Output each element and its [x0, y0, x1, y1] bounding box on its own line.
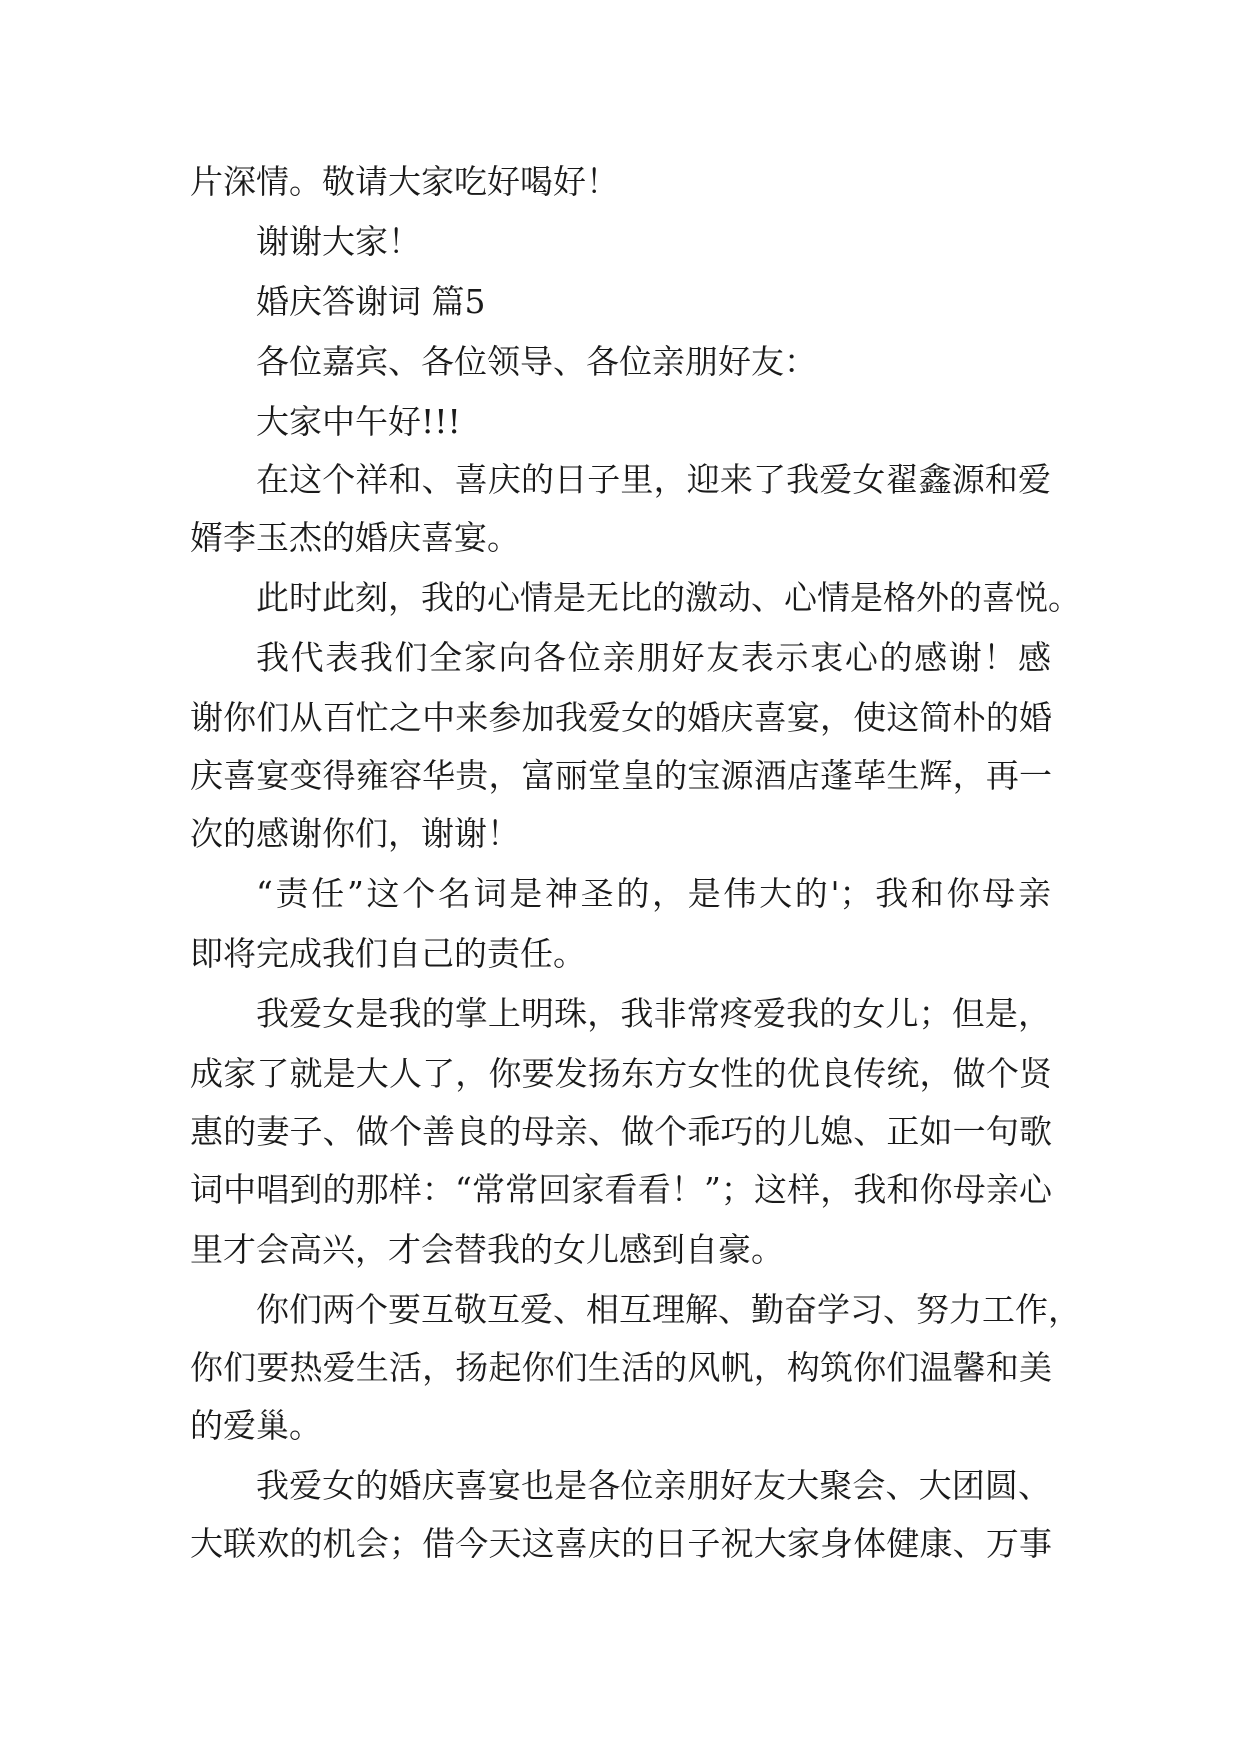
- text-line: 在这个祥和、喜庆的日子里，迎来了我爱女翟鑫源和爱: [256, 460, 1051, 499]
- text-line: 大家中午好!!!: [256, 402, 461, 441]
- text-line: 里才会高兴，才会替我的女儿感到自豪。: [190, 1230, 784, 1269]
- text-line: 庆喜宴变得雍容华贵，富丽堂皇的宝源酒店蓬荜生辉，再一: [190, 756, 1052, 795]
- text-line: 词中唱到的那样：“常常回家看看！”；这样，我和你母亲心: [190, 1170, 1052, 1209]
- text-line: 婿李玉杰的婚庆喜宴。: [190, 518, 520, 557]
- text-line: “责任”这个名词是神圣的，是伟大的'；我和你母亲: [256, 874, 1051, 913]
- text-line: 即将完成我们自己的责任。: [190, 934, 586, 973]
- text-line: 你们要热爱生活，扬起你们生活的风帆，构筑你们温馨和美: [190, 1348, 1052, 1387]
- text-line: 大联欢的机会；借今天这喜庆的日子祝大家身体健康、万事: [190, 1524, 1052, 1563]
- text-line: 你们两个要互敬互爱、相互理解、勤奋学习、努力工作，: [256, 1290, 1081, 1329]
- section-heading: 婚庆答谢词 篇5: [256, 282, 486, 321]
- text-line: 各位嘉宾、各位领导、各位亲朋好友：: [256, 342, 817, 381]
- text-line: 我爱女是我的掌上明珠，我非常疼爱我的女儿；但是，: [256, 994, 1051, 1033]
- text-line: 谢谢大家！: [256, 222, 421, 261]
- text-line: 此时此刻，我的心情是无比的激动、心情是格外的喜悦。: [256, 578, 1081, 617]
- text-line: 的爱巢。: [190, 1406, 322, 1445]
- text-line: 成家了就是大人了，你要发扬东方女性的优良传统，做个贤: [190, 1054, 1052, 1093]
- text-line: 我爱女的婚庆喜宴也是各位亲朋好友大聚会、大团圆、: [256, 1466, 1051, 1505]
- text-line: 惠的妻子、做个善良的母亲、做个乖巧的儿媳、正如一句歌: [190, 1112, 1052, 1151]
- text-line: 片深情。敬请大家吃好喝好！: [190, 162, 619, 201]
- text-line: 我代表我们全家向各位亲朋好友表示衷心的感谢！感: [256, 638, 1051, 677]
- text-line: 次的感谢你们，谢谢！: [190, 814, 520, 853]
- text-line: 谢你们从百忙之中来参加我爱女的婚庆喜宴，使这简朴的婚: [190, 698, 1052, 737]
